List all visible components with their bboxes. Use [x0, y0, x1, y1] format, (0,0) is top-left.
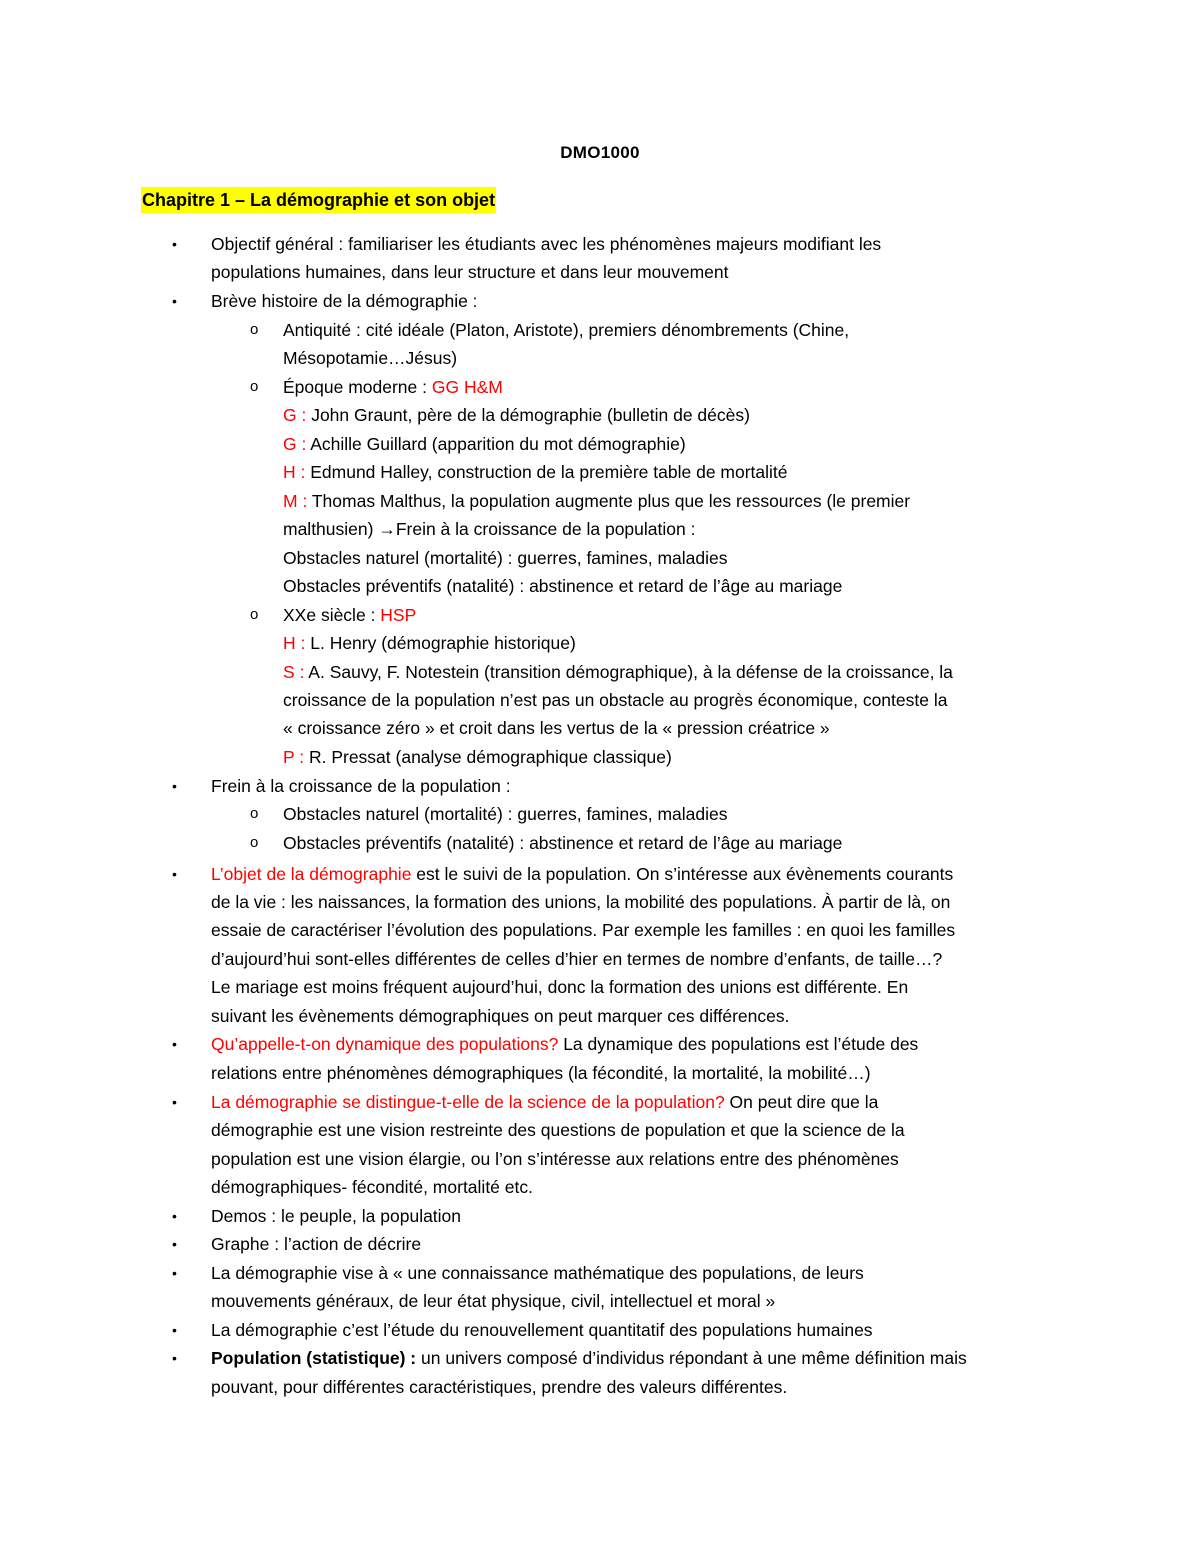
sub-item-line: Antiquité : cité idéale (Platon, Aristote), premiers dénombrements (Chine, [283, 320, 850, 340]
sub-item-line: Mésopotamie…Jésus) [283, 348, 458, 368]
list-item-line: La démographie vise à « une connaissance mathématique des populations, de leurs [211, 1263, 864, 1283]
mnemonic-key: H : [283, 633, 311, 653]
sub-bullet-icon: o [250, 805, 259, 822]
sub-item-line [283, 401, 750, 429]
sub-bullet-icon: o [250, 378, 259, 395]
sub-item-line [283, 373, 503, 401]
mnemonic-key: P : [283, 747, 309, 767]
list-item-line: d’aujourd’hui sont-elles différentes de celles d’hier en termes de nombre d’enfants, de taille…? [211, 949, 943, 969]
highlighted-term: Qu’appelle-t-on dynamique des populations? [211, 1034, 559, 1054]
list-item-text: un univers composé d’individus répondant à une même définition mais [416, 1348, 967, 1368]
sub-item-line [283, 601, 416, 629]
mnemonic-text: Achille Guillard (apparition du mot démographie) [310, 434, 686, 454]
list-item-line: Graphe : l’action de décrire [211, 1234, 422, 1254]
list-item-line: Demos : le peuple, la population [211, 1206, 462, 1226]
list-item-line: démographiques- fécondité, mortalité etc. [211, 1177, 533, 1197]
mnemonic-key: H : [283, 462, 311, 482]
list-item-line [211, 1030, 918, 1058]
list-item-line [211, 1344, 967, 1372]
mnemonic-text: malthusien) [283, 519, 379, 539]
arrow-icon: → [378, 519, 396, 539]
list-item-line: pouvant, pour différentes caractéristiques, prendre des valeurs différentes. [211, 1377, 788, 1397]
list-item-line: Frein à la croissance de la population : [211, 776, 511, 796]
sub-item-line: Obstacles naturel (mortalité) : guerres, famines, maladies [283, 804, 728, 824]
sub-item-line: Obstacles préventifs (natalité) : abstinence et retard de l’âge au mariage [283, 833, 843, 853]
bullet-icon: • [172, 1094, 177, 1110]
mnemonic-code: GG H&M [431, 377, 503, 397]
sub-item-line [283, 458, 788, 486]
bullet-icon: • [172, 1236, 177, 1252]
bullet-icon: • [172, 866, 177, 882]
list-item-line: relations entre phénomènes démographiques (la fécondité, la mortalité, la mobilité…) [211, 1063, 871, 1083]
mnemonic-key: G : [283, 405, 312, 425]
bullet-icon: • [172, 1208, 177, 1224]
sub-item-line [283, 658, 953, 686]
bullet-icon: • [172, 1036, 177, 1052]
list-item-line: essaie de caractériser l’évolution des populations. Par exemple les familles : en quoi les familles [211, 920, 956, 940]
sub-item-line [283, 515, 695, 543]
list-item-line: démographie est une vision restreinte des questions de population et que la science de la [211, 1120, 905, 1140]
sub-bullet-icon: o [250, 834, 259, 851]
mnemonic-key: M : [283, 491, 312, 511]
sub-item-line: croissance de la population n’est pas un obstacle au progrès économique, conteste la [283, 690, 948, 710]
list-item-line: Le mariage est moins fréquent aujourd’hui, donc la formation des unions est différente. En [211, 977, 909, 997]
list-item-line: suivant les évènements démographiques on peut marquer ces différences. [211, 1006, 790, 1026]
mnemonic-text: John Graunt, père de la démographie (bulletin de décès) [311, 405, 750, 425]
sub-item-line [283, 629, 576, 657]
sub-item-line: « croissance zéro » et croit dans les vertus de la « pression créatrice » [283, 718, 830, 738]
sub-bullet-icon: o [250, 606, 259, 623]
sub-item-line: Obstacles naturel (mortalité) : guerres, famines, maladies [283, 548, 728, 568]
mnemonic-key: G : [283, 434, 311, 454]
period-label: Époque moderne : [283, 377, 432, 397]
list-item-text: La dynamique des populations est l’étude des [558, 1034, 919, 1054]
sub-item-line [283, 743, 672, 771]
sub-item-line [283, 430, 686, 458]
bullet-icon: • [172, 236, 177, 252]
mnemonic-text: Thomas Malthus, la population augmente plus que les ressources (le premier [311, 491, 911, 511]
list-item-line: La démographie c’est l’étude du renouvellement quantitatif des populations humaines [211, 1320, 873, 1340]
mnemonic-text: A. Sauvy, F. Notestein (transition démographique), à la défense de la croissance, la [308, 662, 953, 682]
period-label: XXe siècle : [283, 605, 381, 625]
list-item-line: mouvements généraux, de leur état physique, civil, intellectuel et moral » [211, 1291, 776, 1311]
bullet-icon: • [172, 293, 177, 309]
list-item-line: populations humaines, dans leur structure et dans leur mouvement [211, 262, 729, 282]
list-item-line: Brève histoire de la démographie : [211, 291, 478, 311]
sub-bullet-icon: o [250, 321, 259, 338]
sub-item-line [283, 487, 910, 515]
defined-term: Population (statistique) : [211, 1348, 417, 1368]
list-item-text: est le suivi de la population. On s’intéresse aux évènements courants [411, 864, 954, 884]
list-item-line: population est une vision élargie, ou l’on s’intéresse aux relations entre des phénomènes [211, 1149, 899, 1169]
list-item-line: de la vie : les naissances, la formation des unions, la mobilité des populations. À partir de là, on [211, 892, 951, 912]
mnemonic-key: S : [283, 662, 309, 682]
chapter-heading: Chapitre 1 – La démographie et son objet [141, 187, 496, 213]
mnemonic-code: HSP [380, 605, 417, 625]
mnemonic-text: Frein à la croissance de la population : [395, 519, 696, 539]
bullet-icon: • [172, 1265, 177, 1281]
mnemonic-text: R. Pressat (analyse démographique classique) [308, 747, 672, 767]
bullet-icon: • [172, 1322, 177, 1338]
list-item-line [211, 1088, 878, 1116]
list-item-line [211, 860, 953, 888]
sub-item-line: Obstacles préventifs (natalité) : abstinence et retard de l’âge au mariage [283, 576, 843, 596]
list-item-line: Objectif général : familiariser les étudiants avec les phénomènes majeurs modifiant les [211, 234, 882, 254]
mnemonic-text: Edmund Halley, construction de la première table de mortalité [310, 462, 788, 482]
document-title: DMO1000 [560, 143, 640, 162]
list-item-text: On peut dire que la [724, 1092, 879, 1112]
highlighted-term: L’objet de la démographie [211, 864, 412, 884]
bullet-icon: • [172, 778, 177, 794]
highlighted-term: La démographie se distingue-t-elle de la science de la population? [211, 1092, 725, 1112]
mnemonic-text: L. Henry (démographie historique) [310, 633, 576, 653]
bullet-icon: • [172, 1350, 177, 1366]
